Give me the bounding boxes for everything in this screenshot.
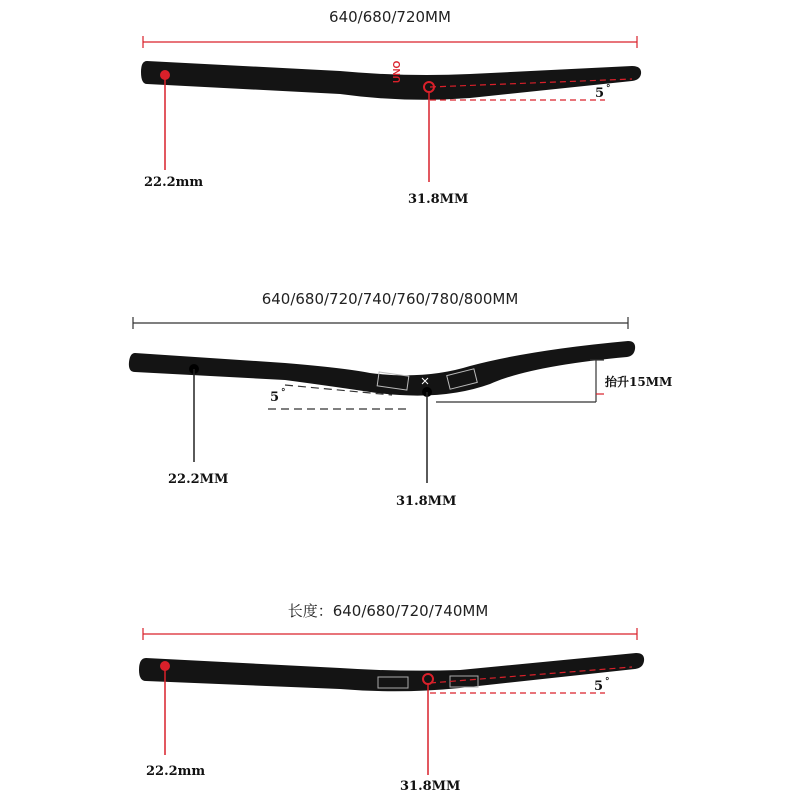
angle-label: 5 ° [595,84,611,101]
clamp-diameter-label: 22.2mm [144,175,204,190]
diagram-flat-bar-2 [139,602,644,794]
center-diameter-label: 31.8MM [400,779,461,794]
length-dimension-line [143,628,637,640]
rise-label: 抬升15MM [605,375,673,389]
length-label: 长度：640/680/720/740MM [287,602,489,620]
handlebar [129,341,635,396]
length-dimension-line [143,36,637,48]
center-diameter-label: 31.8MM [408,192,469,207]
handlebar [139,653,644,691]
center-diameter-label: 31.8MM [396,494,457,509]
angle-label: 5 ° [594,677,610,694]
length-label: 640/680/720MM [329,8,451,26]
diagram-flat-bar [141,8,641,207]
clamp-diameter-label: 22.2mm [146,764,206,779]
angle-label: 5 ° [270,388,286,405]
brand-logo: UNO [392,60,403,83]
length-label: 640/680/720/740/760/780/800MM [261,290,519,308]
diagram-riser-bar [129,290,672,509]
clamp-diameter-label: 22.2MM [168,472,229,487]
length-dimension-line [133,317,628,329]
